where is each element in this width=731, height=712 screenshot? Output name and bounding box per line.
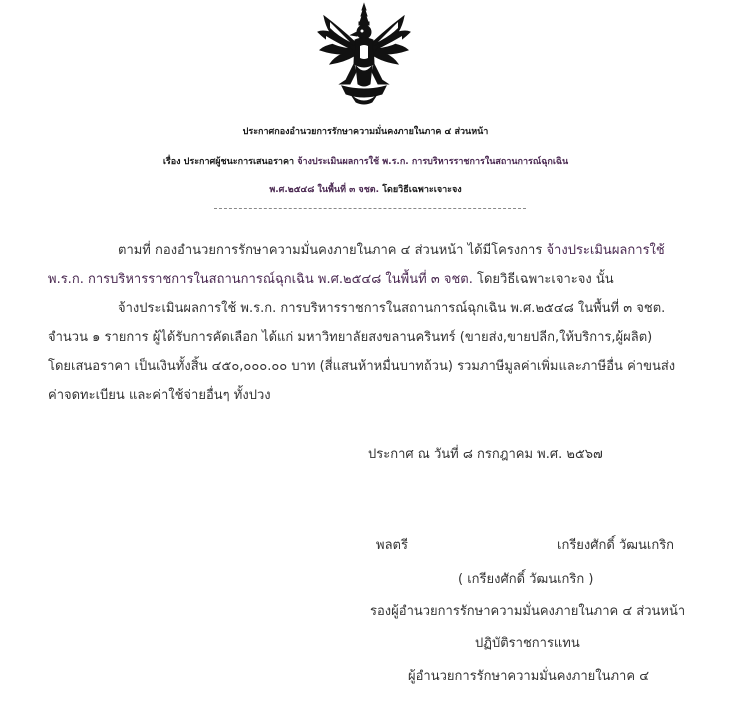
announcement-title <box>0 124 731 138</box>
garuda-emblem-icon <box>316 2 412 106</box>
paragraph-1-intro: ตามที่ กองอำนวยการรักษาความมั่นคงภายในภาค ๔ ส่วนหน้า ได้มีโครงการ <box>118 243 547 258</box>
announcement-date-text: ประกาศ ณ วันที่ ๘ กรกฎาคม พ.ศ. ๒๕๖๗ <box>368 447 603 462</box>
signatory-on-behalf-of-text: ผู้อำนวยการรักษาความมั่นคงภายในภาค ๔ <box>408 669 650 684</box>
signatory-acting <box>475 632 580 653</box>
signatory-on-behalf-of <box>408 665 649 686</box>
signatory-position <box>370 600 685 621</box>
paragraph-2-price: โดยเสนอราคา เป็นเงินทั้งสิ้น ๔๕๐,๐๐๐.๐๐ บาท (สี่แสนห้าหมื่นบาทถ้วน) รวมภาษีมูลค่าเพิ่มและภาษีอื่น ค่าขนส่ง <box>48 359 676 374</box>
paragraph-1-method: โดยวิธีเฉพาะเจาะจง นั้น <box>472 272 614 287</box>
paragraph-2-expenses: ค่าจดทะเบียน และค่าใช้จ่ายอื่นๆ ทั้งปวง <box>48 388 271 403</box>
paragraph-1-line-2 <box>48 268 614 289</box>
paragraph-2-line-4 <box>48 384 271 405</box>
subject-method: โดยวิธีเฉพาะเจาะจง <box>379 185 462 195</box>
header-divider <box>214 208 526 209</box>
paragraph-1-project-cont: พ.ร.ก. การบริหารราชการในสถานการณ์ฉุกเฉิน พ.ศ.๒๕๔๘ ในพื้นที่ ๓ จชต. <box>48 272 473 287</box>
signatory-printed-name-text: ( เกรียงศักดิ์ วัฒนเกริก ) <box>458 572 594 587</box>
signatory-position-text: รองผู้อำนวยการรักษาความมั่นคงภายในภาค ๔ ส่วนหน้า <box>370 604 686 619</box>
paragraph-2-line-3 <box>48 355 675 376</box>
paragraph-2-line-1 <box>118 297 665 318</box>
signatory-printed-name <box>458 568 593 589</box>
paragraph-2-line-2 <box>48 326 652 347</box>
signature-name <box>557 534 674 555</box>
paragraph-1-line-1 <box>118 239 665 260</box>
signature-name-text: เกรียงศักดิ์ วัฒนเกริก <box>557 538 675 553</box>
signatory-rank <box>376 534 408 555</box>
subject-project-name: จ้างประเมินผลการใช้ พ.ร.ก. การบริหารราชการในสถานการณ์ฉุกเฉิน <box>297 157 569 167</box>
signatory-acting-text: ปฏิบัติราชการแทน <box>475 636 580 651</box>
announcement-subject-line-2 <box>0 182 731 196</box>
title-line-1: ประกาศกองอำนวยการรักษาความมั่นคงภายในภาค ๔ ส่วนหน้า <box>242 127 489 137</box>
subject-project-year-area: พ.ศ.๒๕๔๘ ในพื้นที่ ๓ จชต. <box>269 185 380 195</box>
signatory-rank-text: พลตรี <box>376 538 408 553</box>
announcement-date <box>368 443 603 464</box>
announcement-subject <box>0 154 731 168</box>
subject-prefix: เรื่อง ประกาศผู้ชนะการเสนอราคา <box>162 157 298 167</box>
paragraph-2-winner: จำนวน ๑ รายการ ผู้ได้รับการคัดเลือก ได้แก่ มหาวิทยาลัยสงขลานครินทร์ (ขายส่ง,ขายปลีก,ให้บริการ,ผู้ผลิต) <box>48 330 653 345</box>
paragraph-2-project: จ้างประเมินผลการใช้ พ.ร.ก. การบริหารราชการในสถานการณ์ฉุกเฉิน พ.ศ.๒๕๔๘ ในพื้นที่ ๓ จชต. <box>118 301 666 316</box>
paragraph-1-project: จ้างประเมินผลการใช้ <box>546 243 665 258</box>
